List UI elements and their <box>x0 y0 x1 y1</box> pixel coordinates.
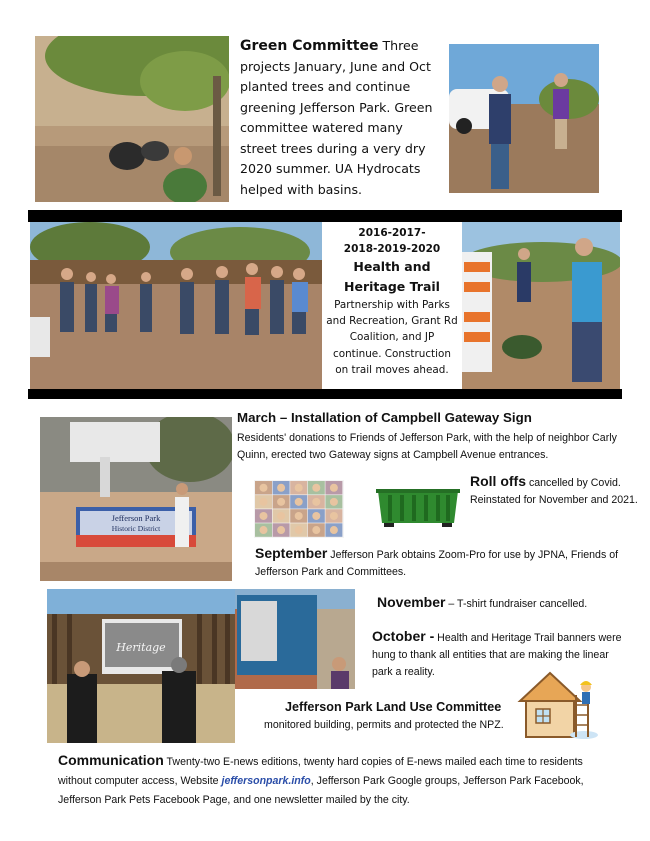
photo-trail-construction <box>462 222 620 389</box>
trail-years-1: 2016-2017- <box>358 227 426 239</box>
september-body: Jefferson Park obtains Zoom-Pro for use by JPNA, Friends of Jefferson Park and Committees. <box>255 549 619 578</box>
roll-offs-text <box>470 473 640 509</box>
march-title: March – Installation of Campbell Gateway Sign <box>237 410 532 425</box>
october-body: Health and Heritage Trail banners were hung to thank all entities that are making the linear park a reality. <box>372 632 622 678</box>
band-top <box>28 210 622 222</box>
sign-line2: Historic District <box>111 524 161 533</box>
november-body: – T-shirt fundraiser cancelled. <box>445 598 588 610</box>
band-bottom <box>28 389 622 399</box>
photo-trail-banner <box>235 589 355 689</box>
photo-shovel-workers <box>449 44 599 193</box>
trail-info-box <box>322 222 462 389</box>
march-body: Residents' donations to Friends of Jefferson Park, with the help of neighbor Carly Quinn, erected two Gateway signs at Campbell Avenue entrances. <box>237 432 617 461</box>
trail-title-2: Heritage Trail <box>344 279 440 294</box>
september-text <box>255 545 640 581</box>
green-committee-body: Three projects January, June and Oct planted trees and continue greening Jefferson Park. Green committee watered many street trees during a very dry 2020 summer. UA Hydrocats helped with basins. <box>240 38 433 197</box>
house-construction-icon <box>516 665 600 743</box>
november-text <box>377 594 587 610</box>
banner-heritage-text: Heritage <box>116 641 166 654</box>
dumpster-icon <box>376 487 460 529</box>
roll-offs-body: cancelled by Covid. Reinstated for November and 2021. <box>470 477 638 506</box>
zoom-grid-image <box>254 480 344 538</box>
photo-trail-group <box>30 222 322 389</box>
communication-title: Communication <box>58 752 164 768</box>
communication-body-2: , Jefferson Park Google groups, Jefferson Park Facebook, Jefferson Park Pets Facebook Page, and one newsletter mailed by the city. <box>58 775 584 806</box>
october-title: October - <box>372 628 435 644</box>
photo-tree-planting <box>35 36 229 202</box>
november-title: November <box>377 594 446 610</box>
photo-heritage-banner <box>47 589 235 743</box>
land-use-body: monitored building, permits and protected the NPZ. <box>264 719 504 731</box>
green-committee-title: Green Committee <box>240 38 379 54</box>
photo-gateway-sign <box>40 417 232 581</box>
trail-years-2: 2018-2019-2020 <box>343 242 441 255</box>
green-committee-text <box>240 36 440 200</box>
website-link[interactable]: jeffersonpark.info <box>221 775 311 787</box>
sign-line1: Jefferson Park <box>111 513 161 523</box>
roll-offs-title: Roll offs <box>470 473 526 489</box>
trail-title-1: Health and <box>353 259 431 274</box>
september-title: September <box>255 545 328 561</box>
communication-text <box>58 751 618 810</box>
trail-body: Partnership with Parks and Recreation, Grant Rd Coalition, and JP continue. Construction on trail moves ahead. <box>326 299 458 376</box>
land-use-title: Jefferson Park Land Use Committee <box>285 700 502 714</box>
communication-body-1: Twenty-two E-news editions, twenty hard copies of E-news mailed each time to residents without computer access, Website <box>58 756 583 787</box>
